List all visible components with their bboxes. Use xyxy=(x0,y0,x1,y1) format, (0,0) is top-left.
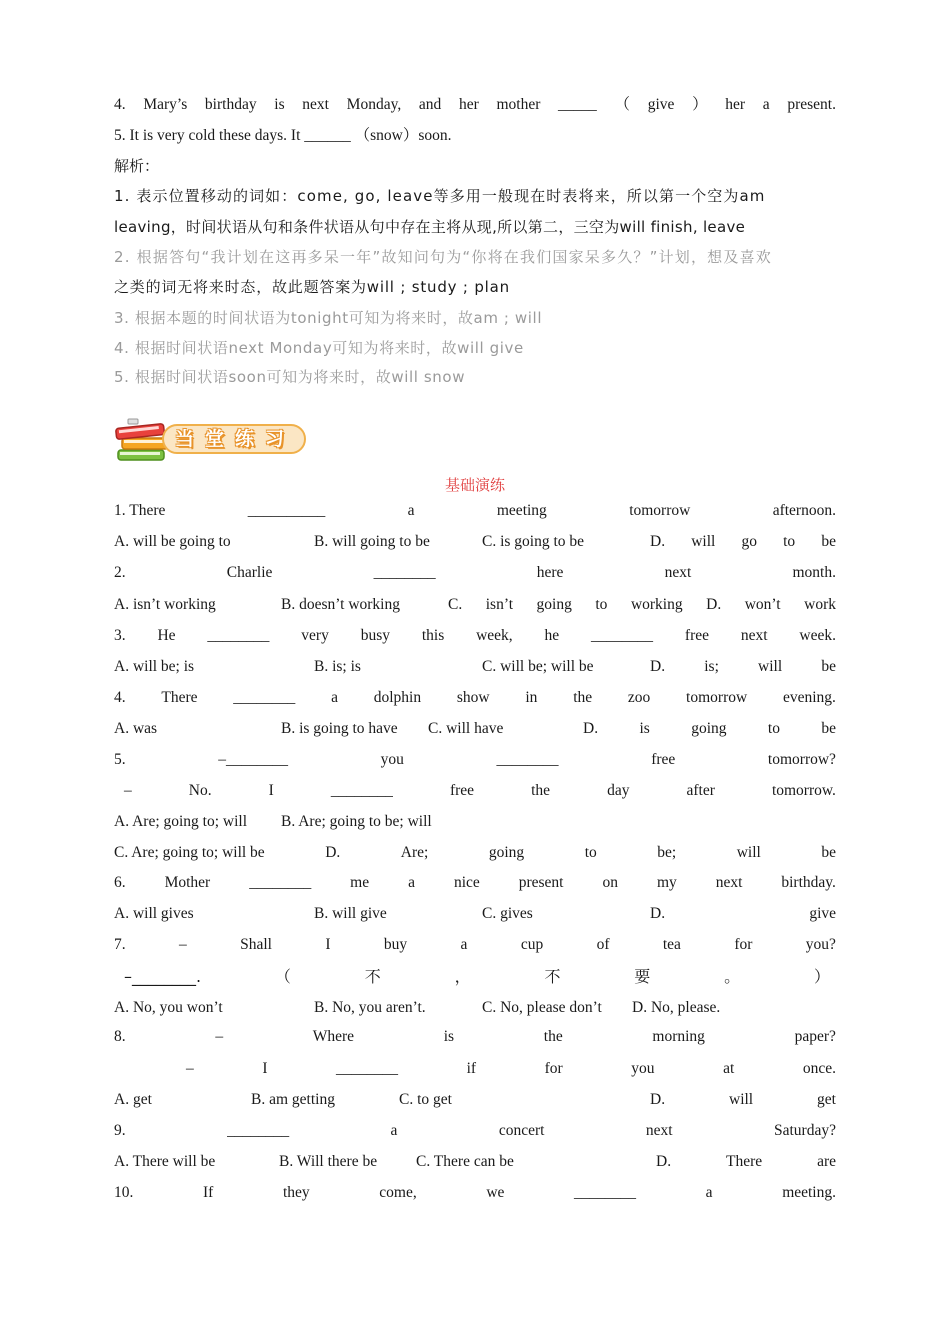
exercise-3-token: next xyxy=(740,627,768,644)
exercise-5-reply-token: – xyxy=(124,782,132,799)
exercise-8-token: Where xyxy=(312,1028,355,1045)
exercise-4-option-b[interactable]: B. is going to have xyxy=(281,720,398,737)
exercise-9-options xyxy=(114,1150,836,1174)
exercise-9-option-d[interactable] xyxy=(656,1150,836,1174)
exercise-5-options-cd-token: going xyxy=(488,844,525,861)
question-4-token: is xyxy=(274,96,285,113)
analysis-line-6 xyxy=(114,336,836,360)
exercise-4-token: zoo xyxy=(627,689,651,706)
exercise-6-token: 6. xyxy=(114,874,126,891)
exercise-2-token: Charlie xyxy=(226,564,273,581)
exercise-5-options-cd-token: will xyxy=(736,844,761,861)
exercise-8-token: is xyxy=(443,1028,455,1045)
exercise-4-token: evening. xyxy=(782,689,836,706)
exercise-3-token: week, xyxy=(476,627,513,644)
question-4-token: next xyxy=(302,96,329,113)
question-4-token: _____ xyxy=(558,96,597,113)
exercise-5-options-cd-token: to xyxy=(584,844,597,861)
exercise-9-option-d-token: There xyxy=(726,1153,763,1170)
exercise-8-reply-token: once. xyxy=(802,1060,836,1077)
question-4-token: birthday xyxy=(204,96,257,113)
exercise-5-reply-token: day xyxy=(607,782,630,799)
exercise-4-options xyxy=(114,717,836,741)
exercise-4-token: show xyxy=(456,689,490,706)
exercise-3-option-b[interactable]: B. is; is xyxy=(314,658,361,675)
exercise-9-option-b[interactable]: B. Will there be xyxy=(279,1153,378,1170)
exercise-2-options-cd[interactable] xyxy=(448,593,836,617)
exercise-6-option-b[interactable]: B. will give xyxy=(314,905,387,922)
exercise-3-token: busy xyxy=(360,627,390,644)
exercise-3-option-c[interactable]: C. will be; will be xyxy=(482,658,594,675)
exercise-5-options-cd-token: be; xyxy=(657,844,677,861)
analysis-line-5-text: 3. 根据本题的时间状语为tonight可知为将来时，故am ; will xyxy=(114,309,543,327)
question-4-token: her xyxy=(725,96,746,113)
exercise-7-reply-token: 不 xyxy=(364,967,381,986)
exercise-7-token: I xyxy=(325,936,331,953)
analysis-line-3-text: 2. 根据答句“我计划在这再多呆一年”故知问句为“你将在我们国家呆多久？”计划，想及喜欢 xyxy=(114,248,772,266)
exercise-3-option-d-token: be xyxy=(821,658,836,675)
exercise-6-option-d[interactable] xyxy=(650,902,836,926)
exercise-1-option-d-token: be xyxy=(821,533,836,550)
exercise-2-options-cd-token: D. xyxy=(706,596,722,613)
question-4-token: Monday, xyxy=(346,96,402,113)
exercise-5-reply-token: tomorrow. xyxy=(771,782,836,799)
exercise-7-token: Shall xyxy=(240,936,272,953)
exercise-8-token: the xyxy=(543,1028,563,1045)
question-5 xyxy=(114,124,836,148)
question-4-token: Mary’s xyxy=(143,96,188,113)
exercise-4-token: There xyxy=(161,689,198,706)
exercise-7-token: a xyxy=(460,936,468,953)
exercise-7-reply xyxy=(124,965,830,989)
exercise-5-options-cd-token: Are; xyxy=(400,844,429,861)
exercise-6-token: present xyxy=(518,874,564,891)
exercise-8-option-d-token: will xyxy=(729,1091,754,1108)
exercise-7-token: cup xyxy=(520,936,544,953)
exercise-3-token: he xyxy=(544,627,560,644)
exercise-8-reply-token: for xyxy=(544,1060,563,1077)
exercise-4-token: the xyxy=(573,689,593,706)
exercise-7-option-c[interactable]: C. No, please don’t xyxy=(482,999,602,1016)
exercise-7-token: buy xyxy=(383,936,408,953)
exercise-1-option-d-token: to xyxy=(783,533,796,550)
exercise-9-token: 9. xyxy=(114,1122,126,1139)
analysis-line-7 xyxy=(114,365,836,389)
question-4-token: present. xyxy=(787,96,836,113)
exercise-6-option-c[interactable]: C. gives xyxy=(482,905,533,922)
exercise-5-reply-token: the xyxy=(531,782,551,799)
exercise-4-option-c[interactable]: C. will have xyxy=(428,720,504,737)
exercise-3-options xyxy=(114,655,836,679)
exercise-4-option-a[interactable]: A. was xyxy=(114,720,158,737)
section-badge xyxy=(114,416,310,466)
exercise-7-reply-token: ， xyxy=(454,967,471,986)
exercise-6-option-a[interactable]: A. will gives xyxy=(114,905,194,922)
exercise-8 xyxy=(114,1025,836,1049)
exercise-4-token: 4. xyxy=(114,689,126,706)
exercise-4-option-d-token: D. xyxy=(583,720,599,737)
exercise-5-reply-token: ________ xyxy=(330,782,393,799)
exercise-9-option-c[interactable]: C. There can be xyxy=(416,1153,514,1170)
exercise-2-options-cd-token: to xyxy=(595,596,608,613)
exercise-8-reply-token: ________ xyxy=(336,1060,399,1077)
analysis-line-3 xyxy=(114,245,836,269)
exercise-6-token: a xyxy=(408,874,415,891)
exercise-4-token: in xyxy=(525,689,538,706)
exercise-10-token: 10. xyxy=(114,1184,134,1201)
exercise-8-reply-token: at xyxy=(723,1060,735,1077)
exercise-1-option-d-token: D. xyxy=(650,533,666,550)
question-4-token: and xyxy=(418,96,442,113)
exercise-8-reply-token: I xyxy=(262,1060,268,1077)
analysis-line-2-text: leaving，时间状语从句和条件状语从句中存在主将从现,所以第二，三空为will finish, leave xyxy=(114,218,746,236)
exercise-8-options xyxy=(114,1088,836,1112)
exercise-5-options-cd[interactable] xyxy=(114,841,836,865)
exercise-3 xyxy=(114,624,836,648)
exercise-8-option-a[interactable]: A. get xyxy=(114,1091,152,1108)
exercise-3-token: this xyxy=(421,627,445,644)
exercise-2-token: month. xyxy=(792,564,836,581)
question-4-token: （ xyxy=(614,96,630,113)
exercise-1-option-b[interactable]: B. will going to be xyxy=(314,533,430,550)
exercise-8-option-b[interactable]: B. am getting xyxy=(251,1091,335,1108)
exercise-6-token: me xyxy=(350,874,370,891)
question-4-token: 4. xyxy=(114,96,126,113)
exercise-3-option-d[interactable] xyxy=(650,655,836,679)
exercise-5-token: ________ xyxy=(496,751,559,768)
section-title: 当堂练习 xyxy=(174,428,295,450)
question-5-text: 5. It is very cold these days. It ______ （snow）soon. xyxy=(114,127,452,144)
exercise-7-option-d[interactable]: D. No, please. xyxy=(632,999,721,1016)
exercise-2-options-cd-token: won’t xyxy=(744,596,781,613)
exercise-5-options-cd-token: be xyxy=(821,844,836,861)
analysis-line-1-text: 1. 表示位置移动的词如：come, go, leave等多用一般现在时表将来，所以第一个空为am xyxy=(114,187,766,205)
exercise-7-reply-token: ） xyxy=(813,967,830,986)
exercise-4-token: ________ xyxy=(233,689,296,706)
exercise-5-token: you xyxy=(380,751,404,768)
exercise-10-token: ________ xyxy=(574,1184,637,1201)
exercise-8-option-c[interactable]: C. to get xyxy=(399,1091,452,1108)
analysis-line-7-text: 5. 根据时间状语soon可知为将来时，故will snow xyxy=(114,368,466,386)
exercise-7 xyxy=(114,933,836,957)
exercise-7-reply-token: 要 xyxy=(634,967,651,986)
exercise-8-token: 8. xyxy=(114,1028,126,1045)
question-4-token: a xyxy=(762,96,770,113)
exercise-9-token: next xyxy=(645,1122,673,1139)
exercise-3-token: very xyxy=(301,627,329,644)
exercise-7-reply-token: –________. xyxy=(124,967,202,986)
exercise-7-token: – xyxy=(179,936,187,953)
question-4-token: give xyxy=(647,96,675,113)
exercise-2-options-cd-token: isn’t xyxy=(485,596,514,613)
exercise-2-option-b[interactable]: B. doesn’t working xyxy=(281,596,400,613)
exercise-2-options-cd-token: going xyxy=(536,596,572,613)
exercise-7-option-a[interactable]: A. No, you won’t xyxy=(114,999,223,1016)
exercise-10-token: meeting. xyxy=(782,1184,836,1201)
exercise-8-option-d-token: D. xyxy=(650,1091,666,1108)
exercise-8-reply-token: you xyxy=(631,1060,655,1077)
exercise-1-token: 1. There xyxy=(114,502,166,519)
exercise-1-option-d-token: go xyxy=(741,533,757,550)
question-4-token: her xyxy=(458,96,479,113)
exercise-2-options-cd-token: work xyxy=(804,596,836,613)
exercise-4-option-d-token: is xyxy=(639,720,650,737)
exercise-2-token: here xyxy=(536,564,564,581)
exercise-5 xyxy=(114,748,836,772)
exercise-7-token: 7. xyxy=(114,936,126,953)
exercise-3-token: ________ xyxy=(591,627,654,644)
exercise-9-token: concert xyxy=(498,1122,545,1139)
exercise-2-options-cd-token: C. xyxy=(448,596,463,613)
exercise-6-options xyxy=(114,902,836,926)
exercise-1-token: meeting xyxy=(496,502,547,519)
exercise-10-token: they xyxy=(282,1184,310,1201)
exercise-10-token: come, xyxy=(379,1184,417,1201)
exercise-7-token: for xyxy=(734,936,753,953)
exercise-9-token: ________ xyxy=(227,1122,290,1139)
exercise-2-token: ________ xyxy=(373,564,436,581)
exercise-6-token: ________ xyxy=(249,874,312,891)
exercise-7-token: of xyxy=(596,936,610,953)
exercise-6-option-d-token: give xyxy=(809,905,836,922)
exercise-1-option-d[interactable] xyxy=(650,530,836,554)
exercise-2-options-cd-token: working xyxy=(630,596,683,613)
exercise-1-token: tomorrow xyxy=(629,502,691,519)
exercise-3-option-d-token: D. xyxy=(650,658,666,675)
exercise-9-token: a xyxy=(390,1122,398,1139)
exercise-4 xyxy=(114,686,836,710)
analysis-line-2 xyxy=(114,215,836,239)
exercise-6 xyxy=(114,871,836,895)
exercise-9-option-d-token: are xyxy=(817,1153,836,1170)
question-4 xyxy=(114,93,836,117)
exercise-3-option-a[interactable]: A. will be; is xyxy=(114,658,195,675)
exercise-7-token: you? xyxy=(805,936,836,953)
analysis-line-5 xyxy=(114,306,836,330)
exercise-8-option-d[interactable] xyxy=(650,1088,836,1112)
exercise-5-options-cd-token: C. Are; going to; will be xyxy=(114,844,265,861)
exercise-10-token: a xyxy=(705,1184,713,1201)
exercise-6-option-d-token: D. xyxy=(650,905,666,922)
exercise-4-token: tomorrow xyxy=(686,689,748,706)
exercise-5-options-cd-token: D. xyxy=(325,844,341,861)
exercise-5-token: 5. xyxy=(114,751,126,768)
exercise-10 xyxy=(114,1181,836,1205)
exercise-1-token: afternoon. xyxy=(772,502,836,519)
exercise-3-token: week. xyxy=(799,627,836,644)
exercise-5-reply-token: No. xyxy=(188,782,212,799)
exercise-2-token: 2. xyxy=(114,564,126,581)
exercise-4-option-d-token: be xyxy=(821,720,836,737)
exercise-5-reply-token: after xyxy=(686,782,715,799)
exercise-3-option-d-token: is; xyxy=(704,658,719,675)
exercise-1-options xyxy=(114,530,836,554)
exercise-10-token: If xyxy=(203,1184,214,1201)
exercise-10-token: we xyxy=(486,1184,505,1201)
section-subtitle-text: 基础演练 xyxy=(444,476,505,494)
exercise-4-option-d-token: to xyxy=(767,720,780,737)
exercise-5-token: tomorrow? xyxy=(767,751,836,768)
exercise-8-reply-token: – xyxy=(186,1060,194,1077)
exercise-2-option-a[interactable]: A. isn’t working xyxy=(114,596,216,613)
exercise-9-option-d-token: D. xyxy=(656,1153,672,1170)
exercise-3-token: 3. xyxy=(114,627,126,644)
exercise-1-token: a xyxy=(407,502,415,519)
exercise-4-option-d[interactable] xyxy=(583,717,836,741)
exercise-3-option-d-token: will xyxy=(758,658,783,675)
exercise-3-token: ________ xyxy=(207,627,270,644)
exercise-2-options xyxy=(114,593,836,617)
exercise-4-option-d-token: going xyxy=(691,720,727,737)
exercise-9-option-a[interactable]: A. There will be xyxy=(114,1153,216,1170)
exercise-5-token: –________ xyxy=(218,751,289,768)
analysis-line-4-text: 之类的词无将来时态，故此题答案为will ; study ; plan xyxy=(114,278,510,296)
analysis-heading xyxy=(114,154,836,178)
exercise-1-option-d-token: will xyxy=(691,533,716,550)
exercise-9-token: Saturday? xyxy=(774,1122,836,1139)
question-4-token: mother xyxy=(496,96,541,113)
exercise-9 xyxy=(114,1119,836,1143)
exercise-2-token: next xyxy=(664,564,692,581)
exercise-5-option-a[interactable]: A. Are; going to; will xyxy=(114,813,248,830)
exercise-7-token: tea xyxy=(662,936,681,953)
exercise-2 xyxy=(114,561,836,585)
exercise-5-options-ab xyxy=(114,810,836,834)
exercise-5-token: free xyxy=(651,751,676,768)
exercise-8-reply-token: if xyxy=(466,1060,477,1077)
exercise-5-option-b[interactable]: B. Are; going to be; will xyxy=(281,813,432,830)
exercise-6-token: birthday. xyxy=(781,874,836,891)
question-4-token: ） xyxy=(692,96,708,113)
exercise-8-token: paper? xyxy=(794,1028,836,1045)
analysis-heading-text: 解析： xyxy=(114,157,160,175)
exercise-1-option-c[interactable]: C. is going to be xyxy=(482,533,585,550)
exercise-1 xyxy=(114,499,836,523)
exercise-5-reply-token: I xyxy=(268,782,274,799)
exercise-6-token: my xyxy=(656,874,677,891)
exercise-4-token: dolphin xyxy=(373,689,422,706)
exercise-7-reply-token: 不 xyxy=(544,967,561,986)
exercise-7-option-b[interactable]: B. No, you aren’t. xyxy=(314,999,426,1016)
exercise-8-token: – xyxy=(215,1028,224,1045)
exercise-6-token: next xyxy=(715,874,743,891)
exercise-8-option-d-token: get xyxy=(817,1091,836,1108)
exercise-7-reply-token: （ xyxy=(274,967,291,986)
exercise-5-reply-token: free xyxy=(449,782,475,799)
exercise-3-token: He xyxy=(157,627,176,644)
analysis-line-1 xyxy=(114,184,836,208)
exercise-4-token: a xyxy=(331,689,338,706)
exercise-1-token: __________ xyxy=(247,502,326,519)
exercise-5-reply xyxy=(124,779,836,803)
exercise-3-token: free xyxy=(684,627,709,644)
exercise-8-reply xyxy=(186,1057,836,1081)
analysis-line-6-text: 4. 根据时间状语next Monday可知为将来时，故will give xyxy=(114,339,524,357)
exercise-7-reply-token: 。 xyxy=(724,967,741,986)
exercise-1-option-a[interactable]: A. will be going to xyxy=(114,533,231,550)
exercise-6-token: on xyxy=(602,874,618,891)
exercise-6-token: Mother xyxy=(164,874,211,891)
analysis-line-4 xyxy=(114,275,836,299)
exercise-6-token: nice xyxy=(453,874,480,891)
exercise-7-options xyxy=(114,996,836,1020)
exercise-8-token: morning xyxy=(652,1028,705,1045)
section-subtitle xyxy=(114,473,836,497)
